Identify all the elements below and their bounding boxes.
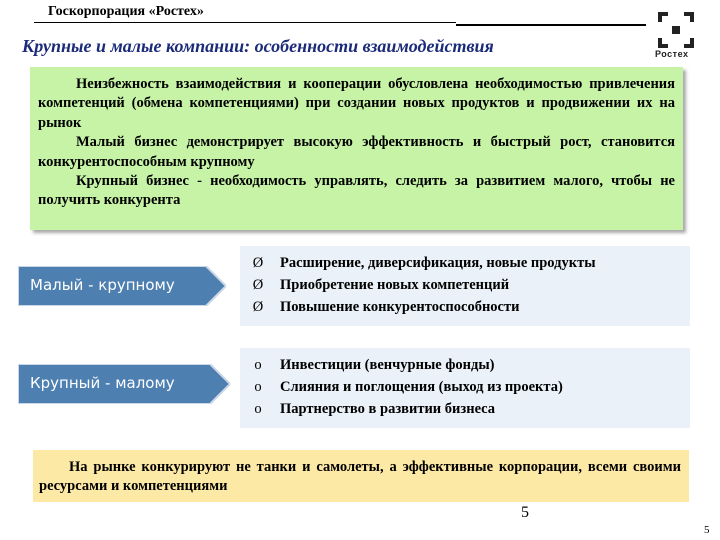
large-to-small-label: Крупный - малому [30, 374, 175, 392]
bullet-circle-icon: o [254, 357, 262, 373]
intro-paragraph: Неизбежность взаимодействия и кооперации обусловлена необходимостью привлечения компетенций (обмена компетенциями) при создании новых продуктов и продвижении их на рынок [38, 76, 675, 131]
list-item: Ø Расширение, диверсификация, новые продукты [240, 252, 690, 274]
list-item: o Партнерство в развитии бизнеса [240, 398, 690, 420]
intro-paragraph: Крупный бизнес - необходимость управлять, следить за развитием малого, чтобы не получить конкурента [38, 173, 675, 209]
conclusion-text: На рынке конкурируют не танки и самолеты, а эффективные корпорации, всеми своими ресурсами и компетенциями [39, 459, 681, 494]
slide-title: Крупные и малые компании: особенности взаимодействия [22, 36, 494, 56]
small-to-large-list [240, 246, 690, 326]
list-item: Ø Приобретение новых компетенций [240, 274, 690, 296]
rostec-logo-icon [658, 12, 694, 48]
bullet-arrow-icon: Ø [252, 299, 264, 315]
small-to-large-label: Малый - крупному [30, 276, 175, 294]
bullet-arrow-icon: Ø [252, 255, 264, 271]
organization-name: Госкорпорация «Ростех» [48, 4, 204, 19]
list-item: o Слияния и поглощения (выход из проекта) [240, 376, 690, 398]
logo-text: Ростех [655, 49, 689, 59]
header-rule [34, 22, 456, 23]
page-number: 5 [521, 504, 529, 521]
slide-number: 5 [704, 524, 710, 536]
bullet-arrow-icon: Ø [252, 277, 264, 293]
header-rule-thick [456, 24, 646, 26]
conclusion-box [33, 450, 689, 502]
bullet-circle-icon: o [254, 379, 262, 395]
list-item: o Инвестиции (венчурные фонды) [240, 354, 690, 376]
list-item: Ø Повышение конкурентоспособности [240, 296, 690, 318]
large-to-small-list [240, 348, 690, 428]
bullet-circle-icon: o [254, 401, 262, 417]
intro-paragraph: Малый бизнес демонстрирует высокую эффективность и быстрый рост, становится конкурентоспособным крупному [38, 134, 675, 170]
intro-box [30, 67, 683, 230]
small-to-large-arrow [18, 266, 226, 306]
large-to-small-arrow [18, 364, 230, 404]
